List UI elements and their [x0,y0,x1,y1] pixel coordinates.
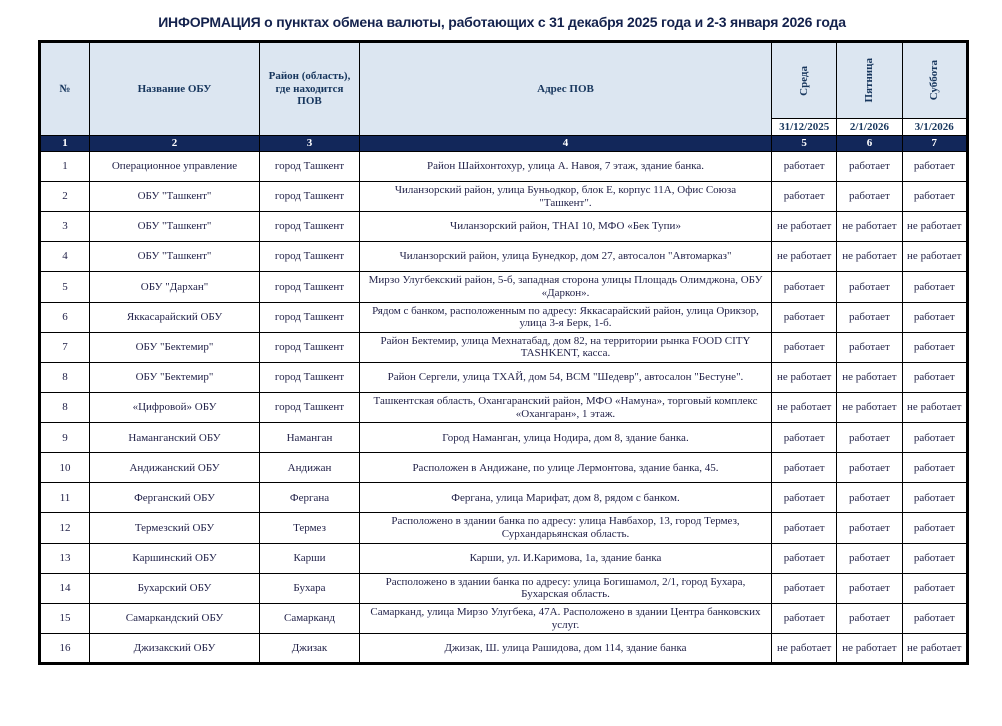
row-status-wednesday: работает [772,513,837,543]
header-row [40,42,968,119]
table-row [40,363,968,393]
row-address: Расположен в Андижане, по улице Лермонтова, здание банка, 45. [360,453,772,483]
row-address: Расположено в здании банка по адресу: улица Богишамол, 2/1, город Бухара, Бухарская область. [360,573,772,603]
table-row [40,242,968,272]
header-district: Район (область), где находится ПОВ [260,42,360,136]
row-status-saturday: работает [902,573,967,603]
row-district: Фергана [260,483,360,513]
column-number-5: 5 [772,136,837,152]
table-row [40,332,968,362]
header-day-saturday [902,42,967,119]
row-status-wednesday: работает [772,603,837,633]
row-number: 8 [40,363,90,393]
table-row [40,182,968,212]
row-district: Термез [260,513,360,543]
row-address: Ташкентская область, Охангаранский район, МФО «Намуна», торговый комплекс «Охангаран», 1 этаж. [360,393,772,423]
table-row [40,453,968,483]
table-row [40,272,968,302]
header-number: № [40,42,90,136]
row-status-saturday: работает [902,152,967,182]
row-obu-name: Наманганский ОБУ [90,423,260,453]
row-status-wednesday: работает [772,152,837,182]
table-row [40,513,968,543]
row-status-saturday: работает [902,332,967,362]
row-status-friday: работает [837,423,902,453]
row-address: Город Наманган, улица Нодира, дом 8, здание банка. [360,423,772,453]
row-number: 4 [40,242,90,272]
row-number: 6 [40,302,90,332]
row-address: Карши, ул. И.Каримова, 1а, здание банка [360,543,772,573]
column-number-6: 6 [837,136,902,152]
row-address: Чиланзорский район, улица Бунедкор, дом 27, автосалон "Автомарказ" [360,242,772,272]
row-obu-name: ОБУ "Бектемир" [90,332,260,362]
row-status-wednesday: работает [772,272,837,302]
table-row [40,212,968,242]
column-number-4: 4 [360,136,772,152]
row-status-friday: работает [837,513,902,543]
row-status-wednesday: работает [772,182,837,212]
column-number-1: 1 [40,136,90,152]
row-status-friday: работает [837,152,902,182]
row-address: Чиланзорский район, улица Буньодкор, блок Е, корпус 11А, Офис Союза "Ташкент". [360,182,772,212]
table-header [40,42,968,152]
row-number: 11 [40,483,90,513]
row-number: 12 [40,513,90,543]
row-status-wednesday: не работает [772,363,837,393]
row-number: 16 [40,634,90,664]
day-label-wednesday: Среда [797,65,810,96]
row-district: город Ташкент [260,363,360,393]
row-status-wednesday: работает [772,453,837,483]
header-obu-name: Название ОБУ [90,42,260,136]
row-number: 13 [40,543,90,573]
row-number: 10 [40,453,90,483]
row-obu-name: Каршинский ОБУ [90,543,260,573]
row-status-saturday: работает [902,363,967,393]
row-number: 1 [40,152,90,182]
table-row [40,152,968,182]
date-wednesday: 31/12/2025 [772,119,837,136]
row-number: 9 [40,423,90,453]
page [0,14,1002,726]
row-obu-name: ОБУ "Ташкент" [90,212,260,242]
row-obu-name: ОБУ "Дархан" [90,272,260,302]
row-district: город Ташкент [260,332,360,362]
column-number-2: 2 [90,136,260,152]
row-district: Наманган [260,423,360,453]
row-district: Карши [260,543,360,573]
row-status-saturday: не работает [902,393,967,423]
row-number: 3 [40,212,90,242]
row-status-wednesday: работает [772,483,837,513]
header-day-friday [837,42,902,119]
table-row [40,543,968,573]
table-row [40,483,968,513]
day-label-saturday: Суббота [927,60,940,101]
row-status-saturday: работает [902,272,967,302]
row-obu-name: Операционное управление [90,152,260,182]
row-address: Джизак, Ш. улица Рашидова, дом 114, здание банка [360,634,772,664]
row-obu-name: Андижанский ОБУ [90,453,260,483]
row-status-friday: работает [837,483,902,513]
row-status-saturday: не работает [902,634,967,664]
exchange-points-table [38,40,969,665]
header-address: Адрес ПОВ [360,42,772,136]
row-address: Мирзо Улугбекский район, 5-б, западная сторона улицы Площадь Олимджона, ОБУ «Даркон». [360,272,772,302]
row-status-saturday: работает [902,453,967,483]
row-district: город Ташкент [260,212,360,242]
row-status-friday: работает [837,603,902,633]
row-status-friday: работает [837,543,902,573]
row-status-wednesday: работает [772,423,837,453]
row-number: 2 [40,182,90,212]
row-obu-name: «Цифровой» ОБУ [90,393,260,423]
row-address: Район Шайхонтохур, улица А. Навоя, 7 этаж, здание банка. [360,152,772,182]
row-status-friday: не работает [837,212,902,242]
row-address: Район Бектемир, улица Мехнатабад, дом 82, на территории рынка FOOD CITY TASHKENT, касса. [360,332,772,362]
row-obu-name: Джизакский ОБУ [90,634,260,664]
row-status-friday: работает [837,573,902,603]
column-number-7: 7 [902,136,967,152]
table-body [40,152,968,664]
table-row [40,634,968,664]
row-district: город Ташкент [260,393,360,423]
row-status-friday: не работает [837,242,902,272]
row-district: город Ташкент [260,302,360,332]
column-number-band [40,136,968,152]
table-row [40,603,968,633]
row-address: Самарканд, улица Мирзо Улугбека, 47А. Расположено в здании Центра банковских услуг. [360,603,772,633]
row-status-friday: работает [837,302,902,332]
row-status-wednesday: работает [772,573,837,603]
row-status-saturday: работает [902,182,967,212]
row-status-saturday: не работает [902,242,967,272]
row-status-saturday: работает [902,483,967,513]
row-status-friday: работает [837,332,902,362]
row-district: Бухара [260,573,360,603]
row-status-friday: работает [837,182,902,212]
row-status-wednesday: не работает [772,634,837,664]
row-number: 8 [40,393,90,423]
page-title: ИНФОРМАЦИЯ о пунктах обмена валюты, работающих с 31 декабря 2025 года и 2-3 января 2026 года [158,14,846,30]
row-district: Джизак [260,634,360,664]
row-status-saturday: не работает [902,212,967,242]
row-district: город Ташкент [260,182,360,212]
date-saturday: 3/1/2026 [902,119,967,136]
row-obu-name: ОБУ "Ташкент" [90,182,260,212]
row-district: город Ташкент [260,152,360,182]
row-number: 5 [40,272,90,302]
row-obu-name: Самаркандский ОБУ [90,603,260,633]
table-row [40,302,968,332]
row-obu-name: ОБУ "Ташкент" [90,242,260,272]
row-status-saturday: работает [902,302,967,332]
row-address: Рядом с банком, расположенным по адресу: Яккасарайский район, улица Орикзор, улица 3-я Берк, 1-б. [360,302,772,332]
row-status-saturday: работает [902,423,967,453]
row-district: Самарканд [260,603,360,633]
row-status-wednesday: работает [772,543,837,573]
row-status-wednesday: не работает [772,212,837,242]
row-status-friday: не работает [837,363,902,393]
table-row [40,393,968,423]
row-status-wednesday: работает [772,332,837,362]
row-district: город Ташкент [260,242,360,272]
row-status-friday: не работает [837,634,902,664]
row-district: город Ташкент [260,272,360,302]
row-status-wednesday: не работает [772,242,837,272]
row-obu-name: Термезский ОБУ [90,513,260,543]
row-address: Чиланзорский район, THAI 10, МФО «Бек Тупи» [360,212,772,242]
row-obu-name: Ферганский ОБУ [90,483,260,513]
column-number-3: 3 [260,136,360,152]
row-status-saturday: работает [902,543,967,573]
date-friday: 2/1/2026 [837,119,902,136]
row-district: Андижан [260,453,360,483]
row-number: 7 [40,332,90,362]
day-label-friday: Пятница [863,58,876,103]
table-row [40,573,968,603]
row-status-wednesday: работает [772,302,837,332]
row-obu-name: ОБУ "Бектемир" [90,363,260,393]
header-day-wednesday [772,42,837,119]
table-row [40,423,968,453]
row-status-saturday: работает [902,513,967,543]
row-obu-name: Яккасарайский ОБУ [90,302,260,332]
row-number: 15 [40,603,90,633]
row-status-saturday: работает [902,603,967,633]
row-address: Район Сергели, улица ТХАЙ, дом 54, ВСМ "Шедевр", автосалон "Бестуне". [360,363,772,393]
row-status-friday: работает [837,453,902,483]
row-address: Расположено в здании банка по адресу: улица Навбахор, 13, город Термез, Сурхандарьянская область. [360,513,772,543]
row-address: Фергана, улица Марифат, дом 8, рядом с банком. [360,483,772,513]
row-status-friday: работает [837,272,902,302]
row-status-wednesday: не работает [772,393,837,423]
row-number: 14 [40,573,90,603]
row-status-friday: не работает [837,393,902,423]
row-obu-name: Бухарский ОБУ [90,573,260,603]
